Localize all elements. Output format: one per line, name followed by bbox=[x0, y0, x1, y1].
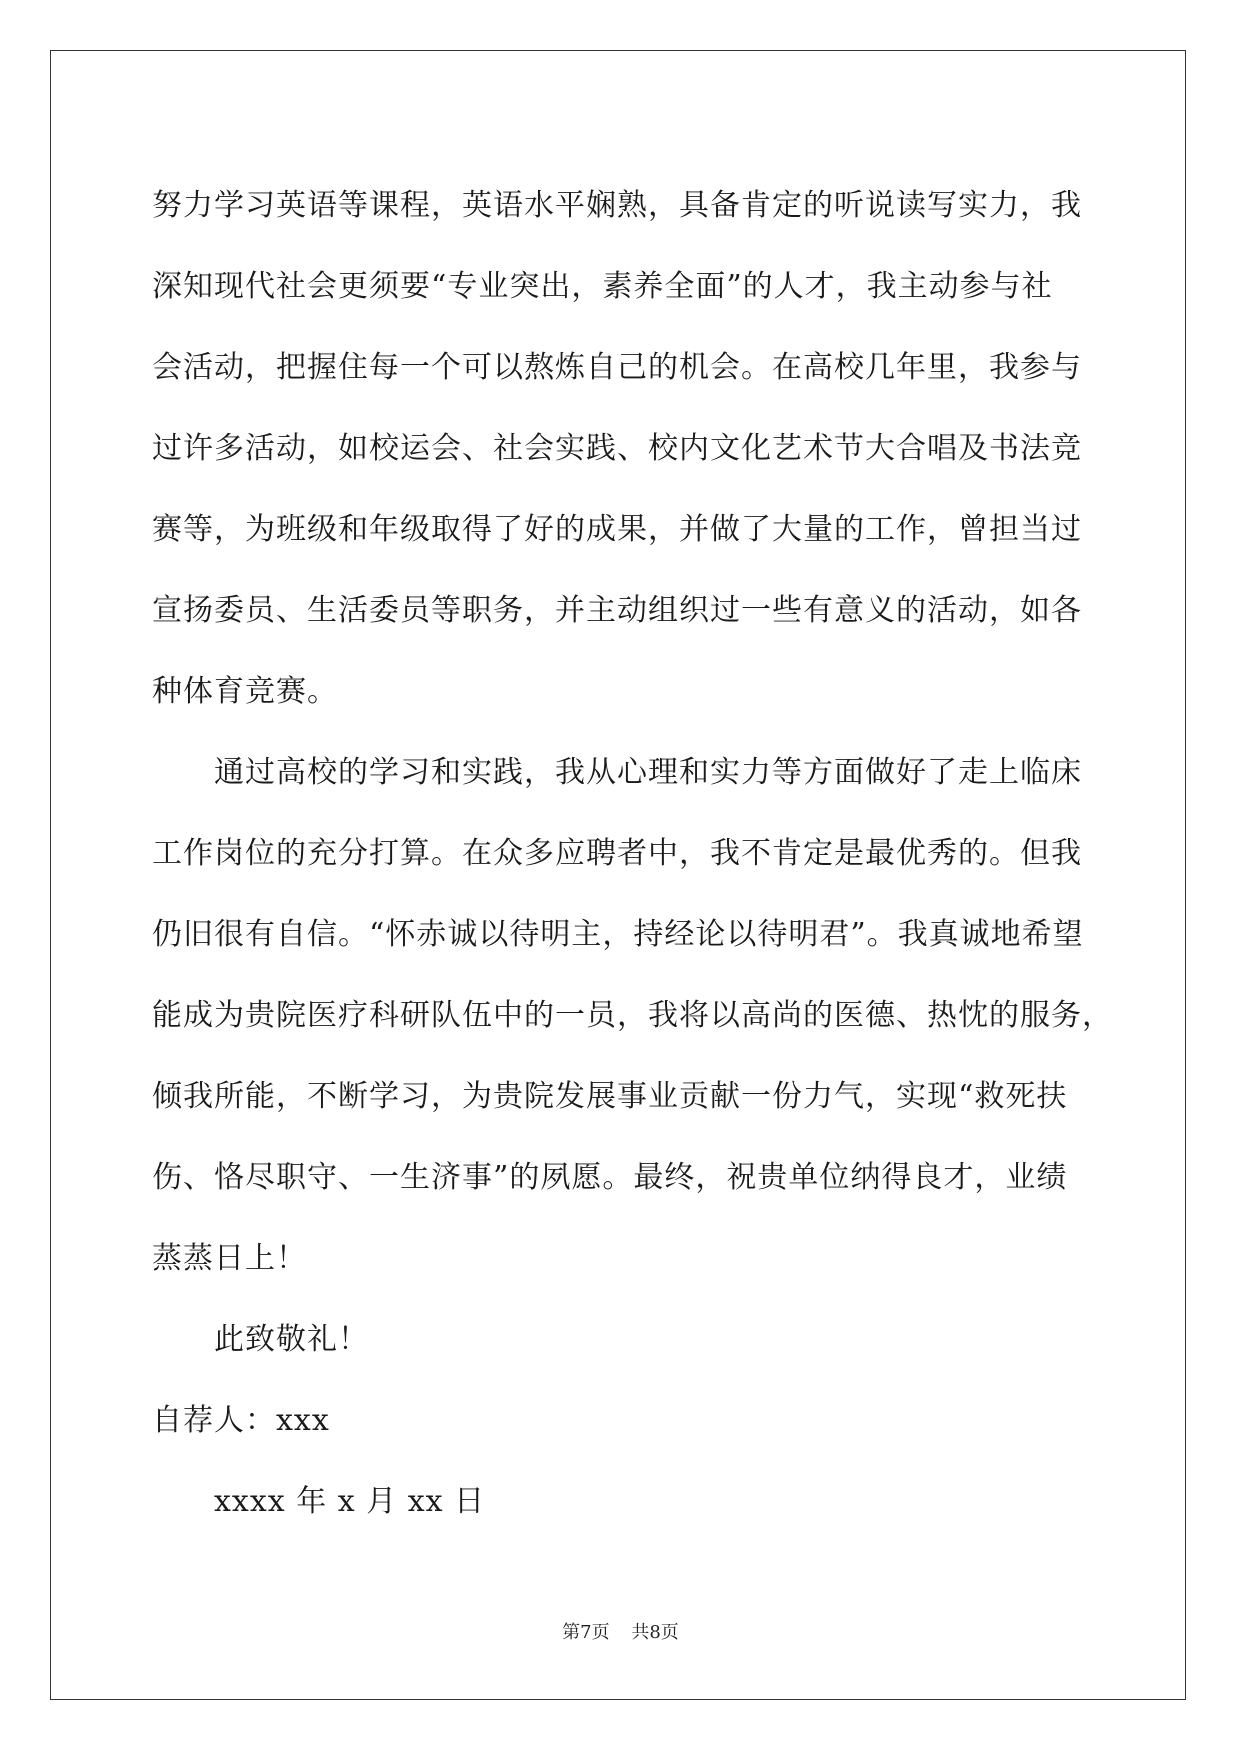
body-line: 宣扬委员、生活委员等职务，并主动组织过一些有意义的活动，如各 bbox=[152, 593, 1082, 628]
body-line: 过许多活动，如校运会、社会实践、校内文化艺术节大合唱及书法竞 bbox=[152, 431, 1082, 466]
body-line: 会活动，把握住每一个可以熬炼自己的机会。在高校几年里，我参与 bbox=[152, 350, 1082, 385]
body-line: 蒸蒸日上！ bbox=[152, 1241, 307, 1276]
body-line: 工作岗位的充分打算。在众多应聘者中，我不肯定是最优秀的。但我 bbox=[152, 836, 1082, 871]
body-line: 赛等，为班级和年级取得了好的成果，并做了大量的工作，曾担当过 bbox=[152, 512, 1082, 547]
body-line: 通过高校的学习和实践，我从心理和实力等方面做好了走上临床 bbox=[214, 755, 1082, 790]
body-line: 努力学习英语等课程，英语水平娴熟，具备肯定的听说读写实力，我 bbox=[152, 188, 1082, 223]
total-pages: 共8页 bbox=[631, 1622, 679, 1643]
date-line: xxxx 年 x 月 xx 日 bbox=[214, 1484, 486, 1519]
body-line: 深知现代社会更须要“专业突出，素养全面”的人才，我主动参与社 bbox=[152, 269, 1053, 304]
body-line: 能成为贵院医疗科研队伍中的一员，我将以高尚的医德、热忱的服务， bbox=[152, 998, 1113, 1033]
signature-line: 自荐人：xxx bbox=[152, 1403, 330, 1438]
page-footer bbox=[0, 1618, 1241, 1644]
body-line: 倾我所能，不断学习，为贵院发展事业贡献一份力气，实现“救死扶 bbox=[152, 1079, 1068, 1114]
document-body bbox=[152, 165, 1113, 1542]
body-line: 伤、恪尽职守、一生济事”的夙愿。最终，祝贵单位纳得良才，业绩 bbox=[152, 1160, 1068, 1195]
body-line: 种体育竞赛。 bbox=[152, 674, 338, 709]
body-line: 仍旧很有自信。“怀赤诚以待明主，持经论以待明君”。我真诚地希望 bbox=[152, 917, 1084, 952]
closing-salutation: 此致敬礼！ bbox=[214, 1322, 369, 1357]
current-page-number: 第7页 bbox=[562, 1622, 610, 1643]
